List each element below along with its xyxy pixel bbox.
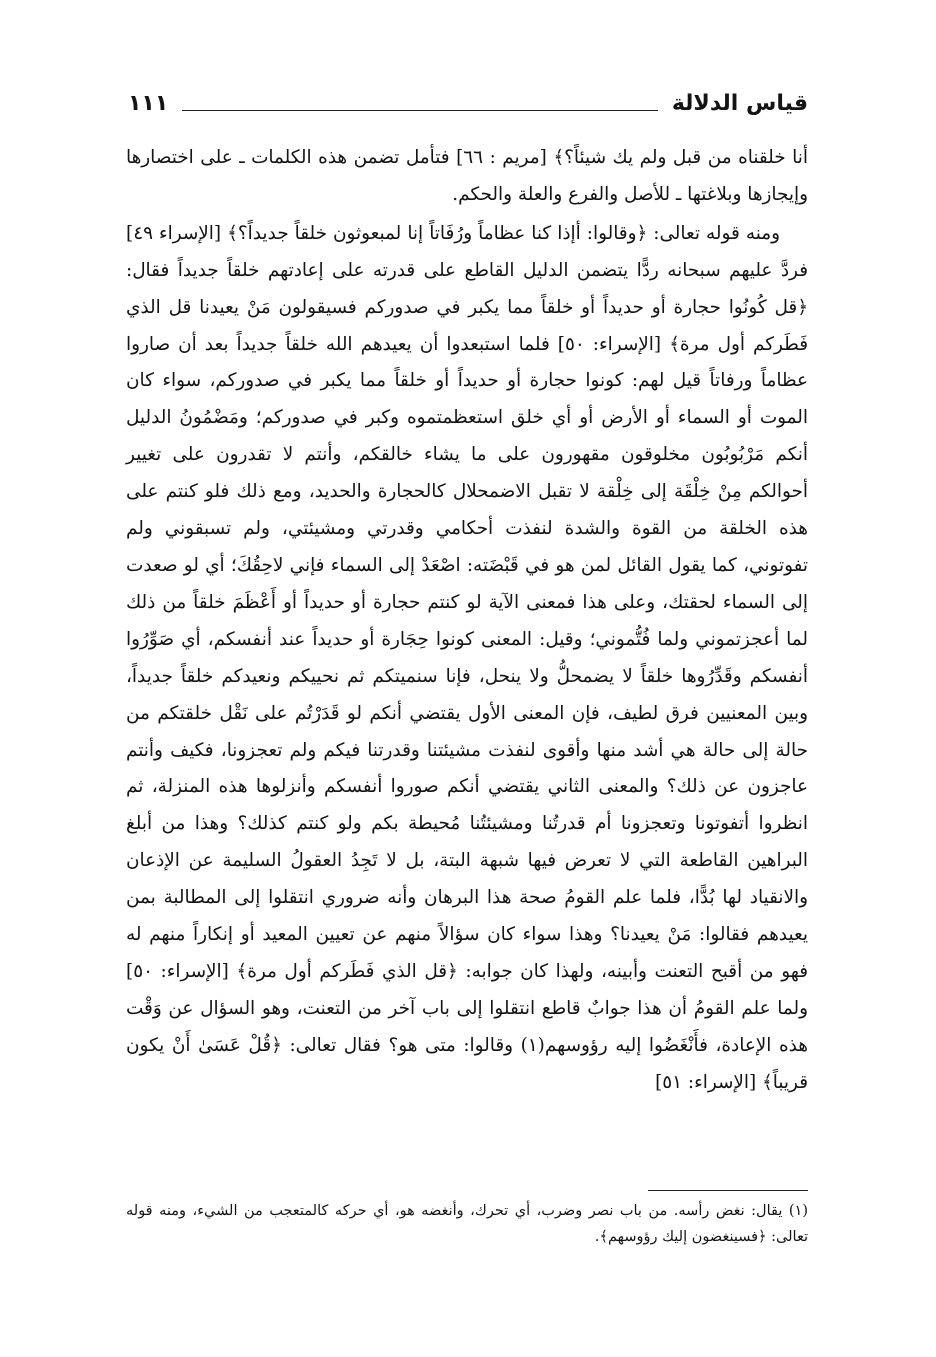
footnote-separator xyxy=(648,1190,808,1191)
running-title: قياس الدلالة xyxy=(671,90,808,116)
page-number: ١١١ xyxy=(128,90,169,116)
paragraph-1: أنا خلقناه من قبل ولم يك شيئاً؟﴾ [مريم : ٦٦] فتأمل تضمن هذه الكلمات ـ على اختصارها وإيجازها وبلاغتها ـ للأصل والفرع والعلة والحكم. xyxy=(126,147,808,205)
running-header xyxy=(128,86,808,120)
header-rule xyxy=(182,110,658,111)
footnote-1: (١) يقال: نغض رأسه. من باب نصر وضرب، أي تحرك، وأنغضه هو، أي حركه كالمتعجب من الشيء، ومنه قوله تعالى: ﴿فسينغضون إليك رؤوسهم﴾. xyxy=(126,1203,808,1245)
paragraph-2: ومنه قوله تعالى: ﴿وقالوا: أإذا كنا عظاماً ورُفَاتاً إنا لمبعوثون خلقاً جديداً؟﴾ [الإسراء ٤٩] فردَّ عليهم سبحانه ردًّا يتضمن الدليل القاطع على قدرته على إعادتهم خلقاً جديداً فقال: ﴿قل كُونُوا حجارة أو حديداً أو خلقاً مما يكبر في صدوركم فسيقولون مَنْ يعيدنا قل الذي فَطَركم أول مرة﴾ [الإسراء: ٥٠] فلما استبعدوا أن يعيدهم الله خلقاً جديداً بعد أن صاروا عظاماً ورفاتاً قيل لهم: كونوا حجارة أو حديداً أو خلقاً مما يكبر في صدوركم، سواء كان الموت أو السماء أو الأرض أو أي خلق استعظمتموه وكبر في صدوركم؛ ومَضْمُونُ الدليل أنكم مَرْبُوبُون مخلوقون مقهورون على ما يشاء خالقكم، وأنتم لا تقدرون على تغيير أحوالكم مِنْ خِلْقَة إلى خِلْقة لا تقبل الاضمحلال كالحجارة والحديد، ومع ذلك فلو كنتم على هذه الخلقة من القوة والشدة لنفذت أحكامي وقدرتي ومشيئتي، ولم تسبقوني ولم تفوتوني، كما يقول القائل لمن هو في قَبْضَته: اصْعَدْ إلى السماء فإني لاحِقُكَ؛ أي لو صعدت إلى السماء لحقتك، وعلى هذا فمعنى الآية لو كنتم حجارة أو حديداً أو أَعْظَمَ خلقاً من ذلك لما أعجزتموني ولما فُتُّموني؛ وقيل: المعنى كونوا حِجَارة أو حديداً عند أنفسكم، أي صَوِّرُوا أنفسكم وقَدِّرُوها خلقاً لا يضمحلُّ ولا ينحل، فإنا سنميتكم ثم نحييكم ونعيدكم خلقاً جديداً، وبين المعنيين فرق لطيف، فإن المعنى الأول يقتضي أنكم لو قَدَرْتُم على نَقْل خلقتكم من حالة إلى حالة هي أشد منها وأقوى لنفذت مشيئتنا وقدرتنا فيكم ولم تعجزونا، فكيف وأنتم عاجزون عن ذلك؟ والمعنى الثاني يقتضي أنكم صوروا أنفسكم وأنزلوها هذه المنزلة، ثم انظروا أتفوتونا وتعجزونا أم قدرتُنا ومشيئتُنا مُحيطة بكم ولو كنتم كذلك؟ وهذا من أبلغ البراهين القاطعة التي لا تعرض فيها شبهة البتة، بل لا تَجِدُ العقولُ السليمة عن الإذعان والانقياد لها بُدًّا، فلما علم القومُ صحة هذا البرهان وأنه ضروري انتقلوا إلى المطالبة بمن يعيدهم فقالوا: مَنْ يعيدنا؟ وهذا سواء كان سؤالاً منهم عن تعيين المعيد أو إنكاراً منهم له فهو من أقبح التعنت وأبينه، ولهذا كان جوابه: ﴿قل الذي فَطَركم أول مرة﴾ [الإسراء: ٥٠] ولما علم القومُ أن هذا جوابٌ قاطع انتقلوا إلى باب آخر من التعنت، وهو السؤال عن وَقْت هذه الإعادة، فأَنْغَضُوا إليه رؤوسهم(١) وقالوا: متى هو؟ فقال تعالى: ﴿قُلْ عَسَىٰ أَنْ يكون قريباً﴾ [الإسراء: ٥١] xyxy=(126,222,809,1093)
main-text xyxy=(126,140,808,1102)
